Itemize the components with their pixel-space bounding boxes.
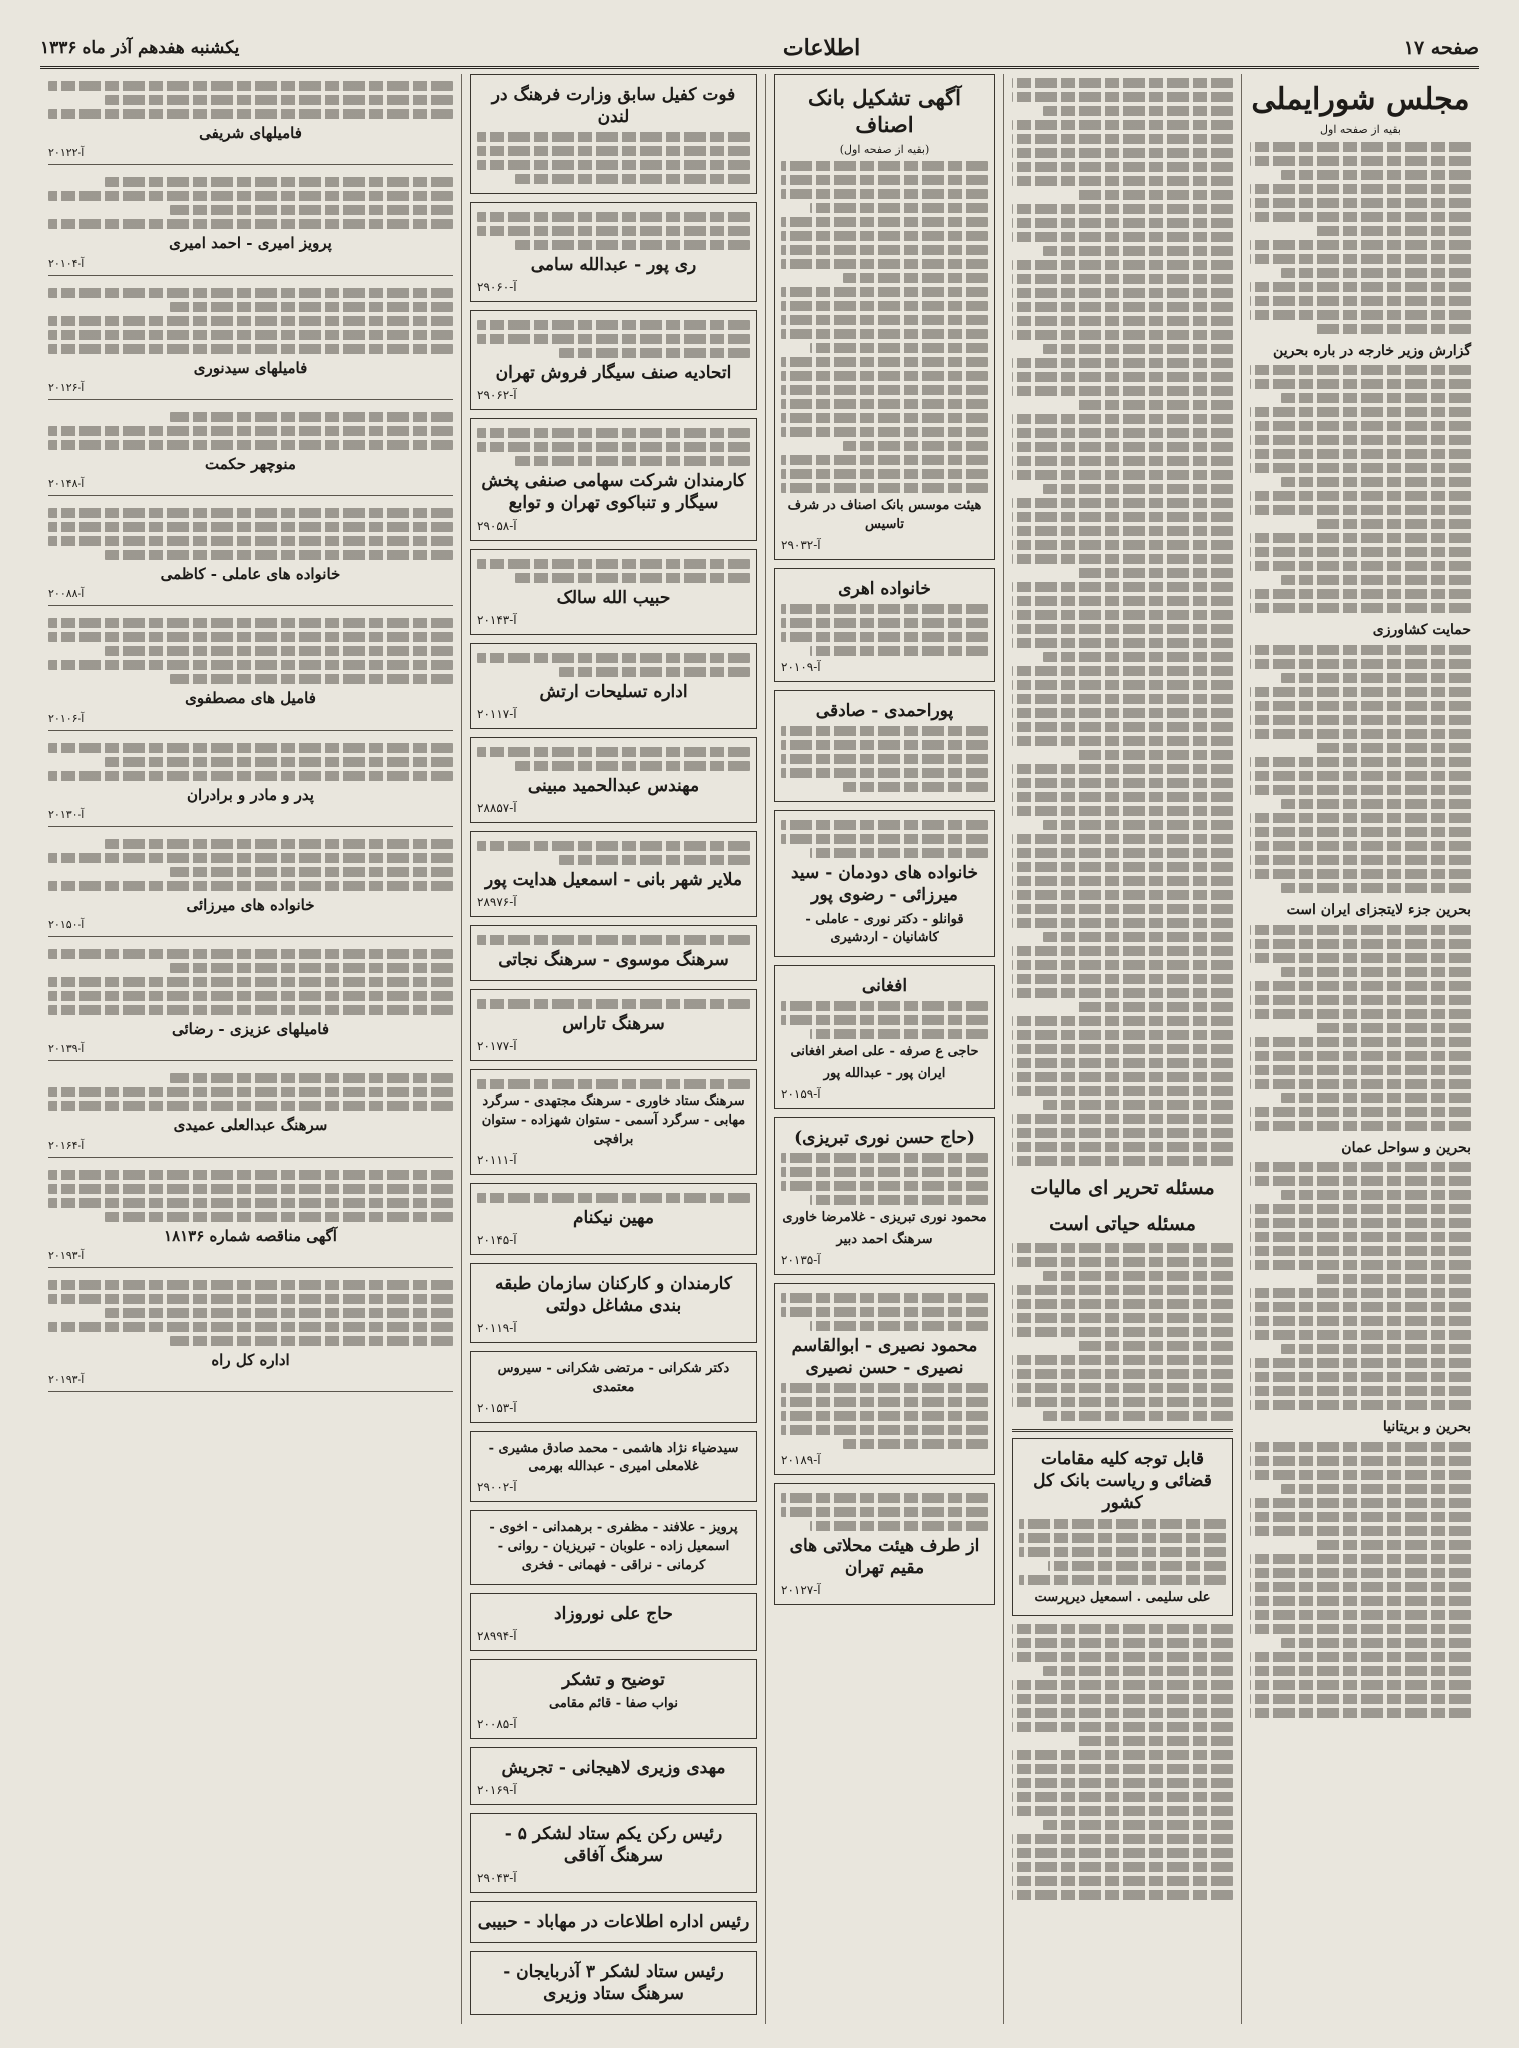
column-classifieds	[40, 74, 461, 2024]
classified-entry	[48, 170, 453, 275]
subhead-bahrain-oman: بحرین و سواحل عمان	[1341, 1139, 1471, 1156]
ad-code: آ-۲۰۱۰۹	[781, 660, 821, 675]
entry-code: آ-۲۰۱۹۳	[48, 1373, 85, 1386]
issue-date: یکشنبه هفدهم آذر ماه ۱۳۳۶	[40, 38, 240, 58]
classified-entry	[48, 1163, 453, 1268]
ad-text: قوانلو - دکتر نوری - عاملی - کاشانیان - اردشیری	[805, 911, 964, 946]
ad-title: حاج علی نوروزاد	[554, 1603, 673, 1624]
notice-judiciary	[1012, 1438, 1233, 1616]
entry-code: آ-۲۰۱۰۴	[48, 256, 85, 270]
masthead	[40, 30, 1479, 69]
ad-notice	[470, 925, 757, 981]
ad-code: آ-۲۹۰۶۰	[477, 280, 517, 295]
ad-title: رئیس رکن یکم ستاد لشکر ۵ - سرهنگ آفاقی	[504, 1823, 723, 1867]
article-body	[1250, 1162, 1471, 1410]
classified-entry	[48, 1066, 453, 1157]
entry-code: آ-۲۰۰۸۸	[48, 587, 85, 601]
ad-notice	[470, 1431, 757, 1503]
article-body	[1012, 78, 1233, 1166]
column-bank-ad	[765, 74, 1003, 2024]
article-body	[1250, 645, 1471, 893]
entry-code: آ-۲۰۱۲۶	[48, 380, 85, 394]
entry-title: فامیلهای شریفی	[199, 124, 302, 142]
ad-notice	[470, 202, 757, 302]
ad-text: محمود نوری تبریزی - غلامرضا خاوری	[782, 1210, 987, 1226]
ad-code: آ-۲۰۱۱۱	[477, 1152, 517, 1167]
ad-notice	[470, 1901, 757, 1943]
ad-signature: هیئت موسس بانک اصناف در شرف تاسیس	[787, 498, 982, 533]
ad-code: آ-۲۹۰۵۸	[477, 518, 517, 533]
ad-title: خانواده اهری	[838, 579, 931, 600]
ad-notice	[470, 1351, 757, 1423]
entry-title: فامیل های مصطفوی	[185, 689, 316, 708]
ad-title: ری پور - عبدالله سامی	[530, 255, 697, 276]
ad-code: آ-۲۰۱۱۹	[477, 1320, 517, 1335]
classified-entry	[48, 501, 453, 606]
ad-notice	[470, 831, 757, 917]
ad-title: آگهی تشکیل بانک اصناف	[808, 85, 961, 138]
column-parliament	[1241, 74, 1479, 2024]
ad-title: (حاج حسن نوری تبریزی)	[794, 1127, 975, 1148]
ad-title: کارمندان و کارکنان سازمان طبقه بندی مشاغل دولتی	[495, 1273, 732, 1316]
ad-code: آ-۲۰۱۵۹	[781, 1086, 821, 1101]
article-body	[1012, 1243, 1233, 1421]
ad-notice	[470, 418, 757, 540]
ad-notice	[470, 1510, 757, 1585]
ad-title: کارمندان شرکت سهامی صنفی پخش سیگار و تنباکوی تهران و توابع	[481, 471, 746, 514]
columns	[40, 74, 1479, 2024]
article-body	[1250, 1442, 1471, 1718]
classified-list	[48, 74, 453, 1392]
ad-title: اتحادیه صنف سیگار فروش تهران	[495, 363, 732, 384]
ad-bank-guilds	[774, 74, 995, 560]
ad-title: سیدضیاء نژاد هاشمی - محمد صادق مشیری - غلامعلی امیری - عبدالله بهرمی	[488, 1440, 739, 1475]
entry-code: آ-۲۰۱۰۶	[48, 711, 85, 725]
ad-title: خانواده های دودمان - سید میرزائی - رضوی پور	[791, 863, 978, 906]
ad-title: فوت کفیل سابق وزارت فرهنگ در لندن	[491, 85, 736, 128]
ad-subtitle: (بقیه از صفحه اول)	[839, 142, 930, 156]
ad-signature: نواب صفا - قائم مقامی	[548, 1696, 678, 1712]
ad-notice	[470, 1263, 757, 1343]
ad-code: آ-۲۰۱۴۵	[477, 1232, 517, 1247]
entry-title: فامیلهای سیدنوری	[193, 358, 308, 377]
entry-title: فامیلهای عزیزی - رضائی	[171, 1020, 330, 1038]
ad-code: آ-۲۸۹۷۶	[477, 894, 517, 909]
ad-title: رئیس اداره اطلاعات در مهاباد - حبیبی	[477, 1912, 750, 1933]
ad-code: آ-۲۰۱۱۷	[477, 706, 517, 721]
subhead-bahrain-iran: بحرین جزء لایتجزای ایران است	[1286, 902, 1471, 919]
ad-text: ایران پور - عبدالله پور	[823, 1066, 946, 1082]
subhead-bahrain-report: گزارش وزیر خارجه در باره بحرین	[1273, 342, 1471, 359]
entry-code: آ-۲۰۱۵۰	[48, 918, 85, 931]
ad-code: آ-۲۹۰۶۲	[477, 388, 517, 403]
classified-entry	[48, 405, 453, 496]
ad-notice	[470, 1951, 757, 2015]
article-title-parliament: مجلس شورایملی	[1251, 82, 1470, 117]
ad-notice	[470, 643, 757, 729]
ad-title: سرهنگ ستاد خاوری - سرهنگ مجتهدی - سرگرد مهابی - سرگرد آسمی - ستوان شهزاده - ستوان برافچی	[481, 1094, 746, 1147]
ad-title: پرویز - علافند - مظفری - برهمدانی - اخوی - اسمعیل زاده - علوبان - تبریزیان - روانی - کرمانی - نراقی - فهمانی - فخری	[489, 1520, 738, 1573]
ad-code: آ-۲۰۱۵۳	[477, 1400, 517, 1415]
ad-title: اداره تسلیحات ارتش	[539, 681, 688, 702]
ad-title: رئیس ستاد لشکر ۳ آذربایجان - سرهنگ ستاد وزیری	[503, 1962, 724, 2005]
ad-code: آ-۲۰۱۲۷	[781, 1583, 821, 1598]
ad-notice	[470, 1813, 757, 1893]
article-body	[1250, 365, 1471, 613]
classified-entry	[48, 942, 453, 1061]
ad-condolence	[774, 690, 995, 802]
entry-code: آ-۲۰۱۹۳	[48, 1248, 85, 1262]
ad-title: مهدی وزیری لاهیجانی - تجریش	[501, 1757, 726, 1778]
entry-title: آگهی مناقصه شماره ۱۸۱۳۶	[164, 1226, 337, 1245]
ad-title: سرهنگ موسوی - سرهنگ نجاتی	[498, 949, 729, 970]
ad-notice	[470, 74, 757, 194]
ad-code: آ-۲۰۱۴۳	[477, 612, 517, 627]
entry-title: پدر و مادر و برادران	[187, 785, 314, 804]
ad-title: افغانی	[861, 976, 908, 997]
entry-title: سرهنگ عبدالعلی عمیدی	[173, 1116, 328, 1135]
classified-entry	[48, 611, 453, 730]
classified-entry	[48, 736, 453, 827]
entry-title: پرویز امیری - احمد امیری	[169, 234, 332, 253]
classified-entry	[48, 1273, 453, 1392]
ad-condolence	[774, 568, 995, 682]
ad-condolence	[774, 810, 995, 957]
ad-notice	[470, 1659, 757, 1739]
ad-code: آ-۲۰۱۷۷	[477, 1039, 517, 1054]
classified-entry	[48, 832, 453, 937]
ad-notice	[470, 1593, 757, 1651]
ad-title: دکتر شکرانی - مرتضی شکرانی - سیروس معتمدی	[497, 1360, 730, 1395]
ad-condolence	[774, 1117, 995, 1275]
entry-title: منوچهر حکمت	[205, 454, 296, 473]
entry-title: اداره کل راه	[211, 1350, 290, 1369]
ad-title: مهندس عبدالحمید مبینی	[527, 775, 700, 796]
column-continuation	[1003, 74, 1241, 2024]
entry-title: خانواده های عاملی - کاظمی	[160, 565, 341, 583]
ad-condolence	[774, 1283, 995, 1475]
entry-code: آ-۲۰۱۶۴	[48, 1138, 85, 1152]
column-notices	[461, 74, 765, 2024]
ad-condolence	[774, 1483, 995, 1605]
entry-code: آ-۲۰۱۴۸	[48, 477, 85, 490]
classified-entry	[48, 281, 453, 400]
ad-notice	[470, 989, 757, 1061]
ad-notice	[470, 1183, 757, 1255]
ad-notice	[470, 1069, 757, 1175]
ad-title: مهین نیکنام	[572, 1207, 654, 1228]
ad-code: آ-۲۰۱۳۵	[781, 1252, 821, 1267]
article-body	[1250, 925, 1471, 1131]
ad-notice	[470, 737, 757, 823]
ad-code: آ-۲۰۰۸۵	[477, 1716, 517, 1731]
page-number: صفحه ۱۷	[1403, 37, 1479, 59]
ad-title: پوراحمدی - صادقی	[815, 701, 954, 722]
ad-condolence	[774, 965, 995, 1109]
entry-code: آ-۲۰۱۲۲	[48, 146, 85, 160]
ad-notice	[470, 549, 757, 635]
ad-code: آ-۲۹۰۴۳	[477, 1871, 517, 1886]
ad-title: توضیح و تشکر	[562, 1669, 665, 1690]
ad-title: ملایر شهر بانی - اسمعیل هدایت پور	[485, 869, 742, 890]
ad-text: سرهنگ احمد دبیر	[836, 1231, 933, 1247]
article-body	[1250, 142, 1471, 334]
ad-code: آ-۲۰۱۸۹	[781, 1452, 821, 1467]
paper-name: اطلاعات	[782, 35, 861, 61]
subhead-vital: مسئله حیاتی است	[1049, 1212, 1196, 1235]
ad-title: از طرف هیئت محلاتی های مقیم تهران	[789, 1535, 980, 1579]
ad-code: آ-۲۸۸۵۷	[477, 800, 517, 815]
ad-notice	[470, 1747, 757, 1805]
subhead-bahrain-britain: بحرین و بریتانیا	[1382, 1419, 1471, 1436]
classified-entry	[48, 74, 453, 165]
notice-signature: علی سلیمی . اسمعیل دیرپرست	[1034, 1589, 1211, 1605]
ad-code: آ-۲۸۹۹۴	[477, 1628, 517, 1643]
subhead-tax: مسئله تحریر ای مالیات	[1030, 1177, 1215, 1199]
article-body	[1012, 1624, 1233, 1900]
entry-title: خانواده های میرزائی	[186, 895, 315, 914]
entry-code: آ-۲۰۱۳۹	[48, 1042, 85, 1056]
ad-text: حاجی ع صرفه - علی اصغر افغانی	[790, 1044, 979, 1060]
subhead-agriculture: حمایت کشاورزی	[1372, 622, 1471, 639]
ad-title: محمود نصیری - ابوالقاسم نصیری - حسن نصیری	[791, 1335, 978, 1378]
entry-code: آ-۲۰۱۳۰	[48, 807, 85, 821]
ad-title: سرهنگ تاراس	[562, 1014, 665, 1035]
notice-title: قابل توجه کلیه مقامات قضائی و ریاست بانک کل کشور	[1033, 1449, 1212, 1514]
continued-note: بقیه از صفحه اول	[1320, 123, 1401, 136]
ad-code: آ-۲۹۰۰۲	[477, 1480, 517, 1495]
ad-title: حبیب الله سالک	[556, 587, 671, 608]
ad-code: آ-۲۹۰۳۲	[781, 538, 821, 553]
ad-code: آ-۲۰۱۶۹	[477, 1782, 517, 1797]
ad-notice	[470, 310, 757, 410]
